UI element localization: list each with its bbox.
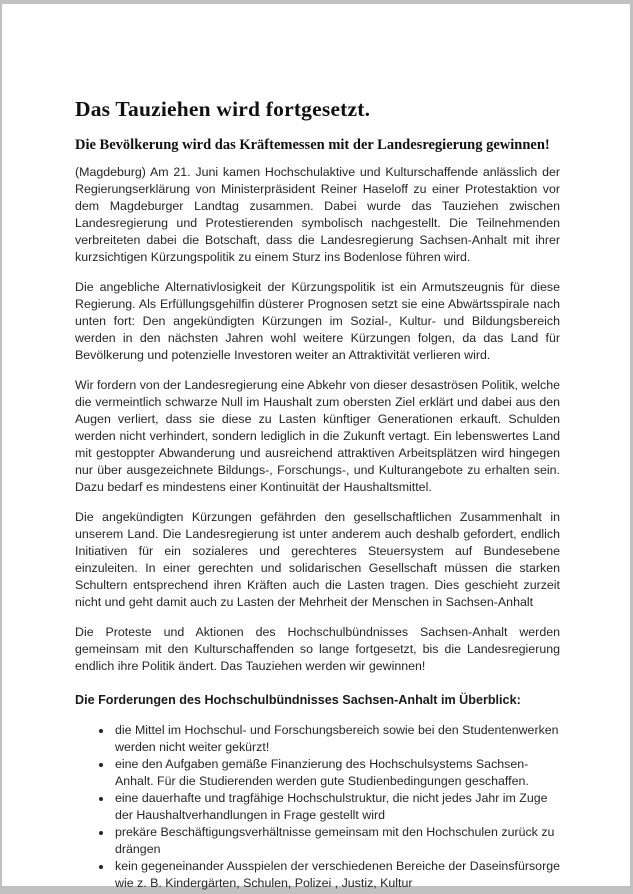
paragraph-demand-reversal: Wir fordern von der Landesregierung eine Abkehr von dieser desaströsen Politik, welche die vermeintlich schwarze Null im Haushalt zum obersten Ziel erklärt und dabei aus den Augen verliert, dass sie diese zu Lasten künftiger Generationen erkauft. Schulden werden nicht verhindert, sondern lediglich in die Zukunft vertagt. Ein lebenswertes Land mit gestoppter Abwanderung und ausreichend attraktiven Arbeitsplätzen wird hingegen nur über ausgezeichnete Bildungs-, Forschungs-, und Kulturangebote zu erhalten sein. Dazu bedarf es mindestens einer Kontinuität der Haushaltsmittel. <box>75 378 560 494</box>
document-page <box>2 4 630 890</box>
demand-item-adequate-financing: • eine den Aufgaben gemäße Finanzierung des Hochschulsystems Sachsen-Anhalt. Für die Studierenden werden gute Studienbedingungen geschaffen. <box>113 756 560 790</box>
demands-list <box>75 722 560 892</box>
paragraph-protest-continues: Die Proteste und Aktionen des Hochschulbündnisses Sachsen-Anhalt werden gemeinsam mit den Kulturschaffenden so lange fortgesetzt, bis die Landesregierung endlich ihre Politik ändert. Das Tauziehen werden wir gewinnen! <box>75 625 560 673</box>
paragraph-intro: (Magdeburg) Am 21. Juni kamen Hochschulaktive und Kulturschaffende anlässlich der Regierungserklärung von Ministerpräsident Reiner Haseloff zu einer Protestaktion vor dem Magdeburger Landtag zusammen. Dabei wurde das Tauziehen zwischen Landesregierung und Protestierenden symbolisch nachgestellt. Die Teilnehmenden verbreiteten dabei die Botschaft, dass die Landesregierung Sachsen-Anhalt mit ihrer kurzsichtigen Kürzungspolitik zu einem Sturz ins Bodenlose führen wird. <box>75 165 560 264</box>
document-body <box>75 164 560 675</box>
demand-item-no-playing-off: • kein gegeneinander Ausspielen der verschiedenen Bereiche der Daseinsfürsorge wie z. B. Kindergärten, Schulen, Polizei , Justiz, Kultur <box>113 858 560 892</box>
document-subtitle: Die Bevölkerung wird das Kräftemessen mit der Landesregierung gewinnen! <box>75 137 550 153</box>
demand-item-stable-structure: • eine dauerhafte und tragfähige Hochschulstruktur, die nicht jedes Jahr im Zuge der Haushaltverhandlungen in Frage gestellt wird <box>113 790 560 824</box>
demand-item-funding-cuts: • die Mittel im Hochschul- und Forschungsbereich sowie bei den Studentenwerken werden nicht weiter gekürzt! <box>113 722 560 756</box>
paragraph-criticism: Die angebliche Alternativlosigkeit der Kürzungspolitik ist ein Armutszeugnis für diese Regierung. Als Erfüllungsgehilfin düsterer Prognosen setzt sie eine Abwärtsspirale nach unten fort: Den angekündigten Kürzungen im Sozial-, Kultur- und Bildungsbereich werden in den nächsten Jahren wohl weitere Kürzungen folgen, da das Land für Bevölkerung und potenzielle Investoren weiter an Attraktivität verlieren wird. <box>75 280 560 362</box>
document-title: Das Tauziehen wird fortgesetzt. <box>75 97 371 121</box>
demand-item-precarious-employment: • prekäre Beschäftigungsverhältnisse gemeinsam mit den Hochschulen zurück zu drängen <box>113 824 560 858</box>
paragraph-social-cohesion: Die angekündigten Kürzungen gefährden den gesellschaftlichen Zusammenhalt in unserem Land. Die Landesregierung ist unter anderem auch deshalb gefordert, endlich Initiativen für ein sozialeres und gerechteres Steuersystem auf Bundesebene einzuleiten. In einer gerechten und solidarischen Gesellschaft müssen die starken Schultern entsprechend ihren Kräften auch die Lasten tragen. Dies geschieht zurzeit nicht und geht damit auch zu Lasten der Mehrheit der Menschen in Sachsen-Anhalt <box>75 510 560 609</box>
demands-heading: Die Forderungen des Hochschulbündnisses Sachsen-Anhalt im Überblick: <box>75 693 521 707</box>
